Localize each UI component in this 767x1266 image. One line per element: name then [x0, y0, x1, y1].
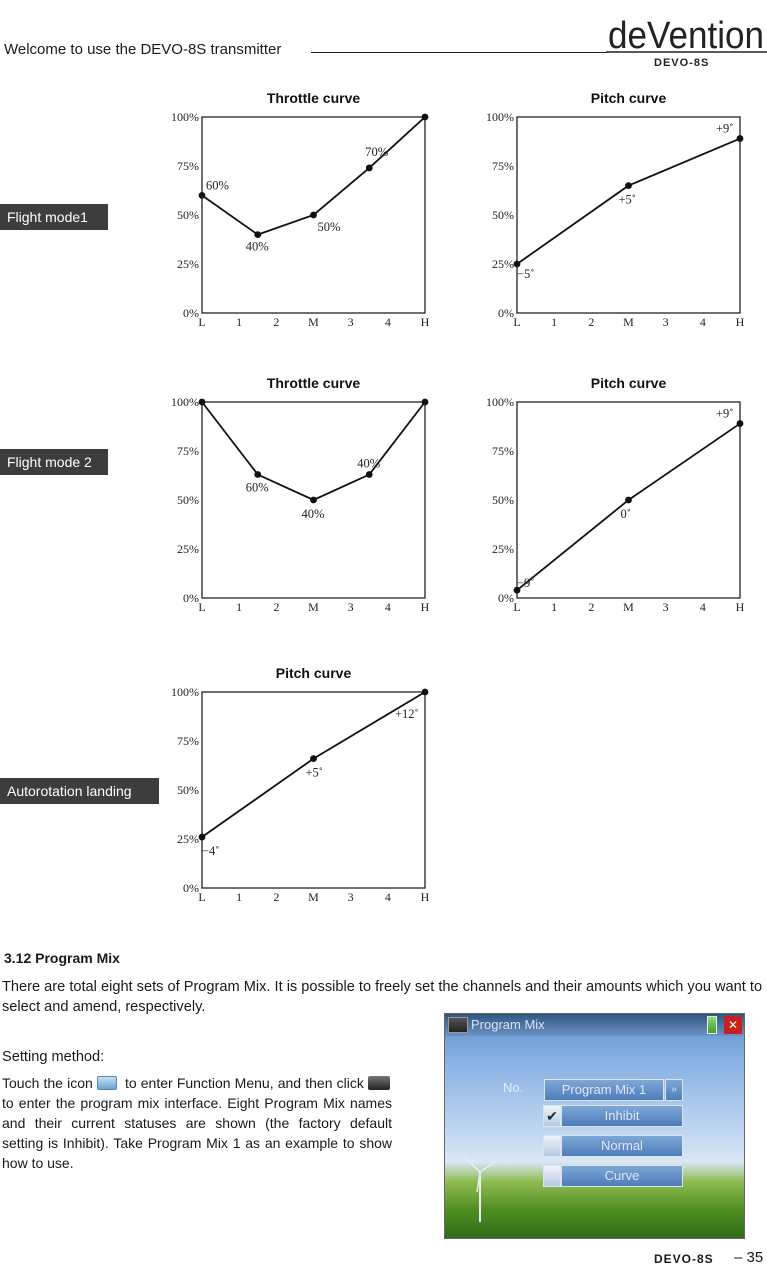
- x-tick-label: M: [623, 600, 634, 614]
- y-tick-label: 50%: [492, 208, 514, 222]
- device-screen-screenshot: [444, 1013, 745, 1239]
- x-tick-label: 1: [236, 600, 243, 614]
- status-checkbox-3[interactable]: [543, 1165, 561, 1187]
- header-rule: [311, 52, 607, 53]
- curve-point: [422, 399, 429, 406]
- x-tick-label: 4: [699, 600, 706, 614]
- curve-point: [366, 471, 373, 478]
- curve-point: [422, 114, 429, 121]
- y-tick-label: 0%: [498, 591, 514, 605]
- y-tick-label: 100%: [486, 395, 514, 409]
- point-label: +5˚: [305, 765, 323, 780]
- x-tick-label: 2: [588, 315, 595, 329]
- x-tick-label: 3: [662, 600, 669, 614]
- flight-mode-2-tag: Flight mode 2: [0, 449, 108, 475]
- flight-mode-1-tag: Flight mode1: [0, 204, 108, 230]
- curve-point: [254, 231, 261, 238]
- point-label: +5˚: [618, 192, 636, 207]
- curve-point: [310, 497, 317, 504]
- y-tick-label: 25%: [177, 542, 199, 556]
- point-label: +12˚: [395, 707, 419, 721]
- curve-point: [254, 471, 261, 478]
- brand-logo: [606, 0, 767, 68]
- x-tick-label: L: [198, 315, 206, 329]
- x-tick-label: 2: [273, 890, 280, 904]
- screen-title: Program Mix: [471, 1017, 545, 1032]
- x-tick-label: 3: [347, 890, 354, 904]
- method-text-part2: to enter Function Menu, and then click: [124, 1075, 364, 1091]
- chart-title: Pitch curve: [275, 665, 352, 681]
- x-tick-label: 2: [273, 315, 280, 329]
- plot-frame: [517, 117, 740, 313]
- y-tick-label: 25%: [492, 257, 514, 271]
- status-checkbox-2[interactable]: [543, 1135, 561, 1157]
- y-tick-label: 75%: [492, 444, 514, 458]
- x-tick-label: 4: [699, 315, 706, 329]
- x-tick-label: M: [308, 315, 319, 329]
- x-tick-label: 2: [273, 600, 280, 614]
- x-tick-label: H: [420, 600, 430, 614]
- x-tick-label: 4: [384, 890, 391, 904]
- curve-point: [625, 182, 632, 189]
- x-tick-label: H: [735, 315, 745, 329]
- x-tick-label: H: [420, 315, 430, 329]
- program-mix-select[interactable]: Program Mix 1: [544, 1079, 664, 1101]
- battery-icon: [707, 1016, 717, 1034]
- y-tick-label: 50%: [177, 783, 199, 797]
- x-tick-label: 1: [236, 890, 243, 904]
- curve-point: [422, 689, 429, 696]
- status-button-inhibit[interactable]: Inhibit: [561, 1105, 683, 1127]
- status-button-normal[interactable]: Normal: [561, 1135, 683, 1157]
- function-menu-icon: [97, 1076, 117, 1090]
- curve-line: [202, 402, 425, 500]
- point-label: −9˚: [517, 576, 535, 591]
- y-tick-label: 0%: [183, 881, 199, 895]
- y-tick-label: 25%: [177, 257, 199, 271]
- y-tick-label: 25%: [177, 832, 199, 846]
- x-tick-label: L: [513, 600, 521, 614]
- point-label: 40%: [245, 239, 269, 254]
- curve-point: [625, 497, 632, 504]
- exit-icon[interactable]: ✕: [724, 1016, 742, 1034]
- point-label: 70%: [365, 144, 389, 159]
- y-tick-label: 0%: [498, 306, 514, 320]
- y-tick-label: 75%: [177, 444, 199, 458]
- y-tick-label: 0%: [183, 591, 199, 605]
- curve-point: [310, 212, 317, 219]
- point-label: 60%: [206, 178, 229, 193]
- point-label: 60%: [245, 480, 269, 495]
- x-tick-label: 3: [662, 315, 669, 329]
- x-tick-label: L: [513, 315, 521, 329]
- y-tick-label: 100%: [171, 395, 199, 409]
- point-label: +9˚: [716, 121, 734, 136]
- chart-title: Pitch curve: [590, 375, 667, 391]
- y-tick-label: 100%: [171, 685, 199, 699]
- chart-pitch-curve-mode2: [475, 371, 755, 623]
- y-tick-label: 75%: [177, 734, 199, 748]
- chart-throttle-curve-mode1: [160, 86, 440, 338]
- curve-point: [199, 399, 206, 406]
- windmill-icon: [455, 1152, 505, 1222]
- footer-model: DEVO-8S: [654, 1252, 714, 1266]
- intro-paragraph: There are total eight sets of Program Mix. It is possible to freely set the channels and their amounts which you want to select and amend, respectively.: [2, 979, 763, 1015]
- curve-point: [310, 755, 317, 762]
- method-text-part3: to enter the program mix interface. Eight Program Mix names and their current statuses are shown (the factory default setting is Inhibit). Take Program Mix 1 as an example to show how to use.: [2, 1095, 392, 1171]
- x-tick-label: M: [308, 890, 319, 904]
- y-tick-label: 0%: [183, 306, 199, 320]
- y-tick-label: 50%: [177, 208, 199, 222]
- plot-frame: [202, 692, 425, 888]
- program-mix-icon: [448, 1017, 468, 1033]
- curve-point: [737, 420, 744, 427]
- x-tick-label: M: [308, 600, 319, 614]
- x-tick-label: 4: [384, 315, 391, 329]
- x-tick-label: 3: [347, 315, 354, 329]
- x-tick-label: H: [420, 890, 430, 904]
- status-button-curve[interactable]: Curve: [561, 1165, 683, 1187]
- y-tick-label: 50%: [177, 493, 199, 507]
- chart-title: Pitch curve: [590, 90, 667, 106]
- point-label: −5˚: [517, 267, 535, 281]
- setting-method-paragraph: [2, 1073, 392, 1173]
- x-tick-label: 4: [384, 600, 391, 614]
- setting-method-label: Setting method:: [2, 1049, 105, 1065]
- x-tick-label: 1: [236, 315, 243, 329]
- x-tick-label: L: [198, 600, 206, 614]
- point-label: −4˚: [202, 844, 220, 859]
- y-tick-label: 25%: [492, 542, 514, 556]
- method-text-part1: Touch the icon: [2, 1075, 93, 1091]
- y-tick-label: 100%: [171, 110, 199, 124]
- section-heading: 3.12 Program Mix: [4, 950, 120, 966]
- curve-point: [366, 165, 373, 172]
- chart-throttle-curve-mode2: [160, 371, 440, 623]
- point-label: 50%: [317, 220, 341, 234]
- point-label: 40%: [357, 456, 381, 471]
- curve-line: [202, 692, 425, 837]
- status-checkbox-1[interactable]: ✔: [543, 1105, 561, 1127]
- curve-point: [199, 192, 206, 199]
- y-tick-label: 100%: [486, 110, 514, 124]
- curve-point: [199, 834, 206, 841]
- brand-model-text: DEVO-8S: [654, 57, 710, 68]
- point-label: 40%: [301, 507, 325, 521]
- x-tick-label: 2: [588, 600, 595, 614]
- y-tick-label: 75%: [177, 159, 199, 173]
- x-tick-label: 3: [347, 600, 354, 614]
- curve-point: [737, 135, 744, 142]
- mix-number-label: No.: [503, 1080, 524, 1095]
- x-tick-label: 1: [551, 600, 558, 614]
- point-label: +9˚: [716, 406, 734, 421]
- x-tick-label: 1: [551, 315, 558, 329]
- chart-title: Throttle curve: [266, 375, 361, 391]
- x-tick-label: L: [198, 890, 206, 904]
- autorotation-landing-tag: Autorotation landing: [0, 778, 159, 804]
- x-tick-label: M: [623, 315, 634, 329]
- chart-pitch-curve-autorotation: [160, 661, 440, 913]
- brand-wordmark: deVention: [608, 15, 764, 57]
- y-tick-label: 75%: [492, 159, 514, 173]
- page-number: – 35: [734, 1249, 764, 1266]
- next-mix-button[interactable]: »: [665, 1079, 683, 1101]
- program-mix-icon: [368, 1076, 390, 1090]
- point-label: 0˚: [620, 507, 631, 521]
- page-header-title: Welcome to use the DEVO-8S transmitter: [4, 41, 282, 58]
- chart-pitch-curve-mode1: [475, 86, 755, 338]
- y-tick-label: 50%: [492, 493, 514, 507]
- chart-title: Throttle curve: [266, 90, 361, 106]
- x-tick-label: H: [735, 600, 745, 614]
